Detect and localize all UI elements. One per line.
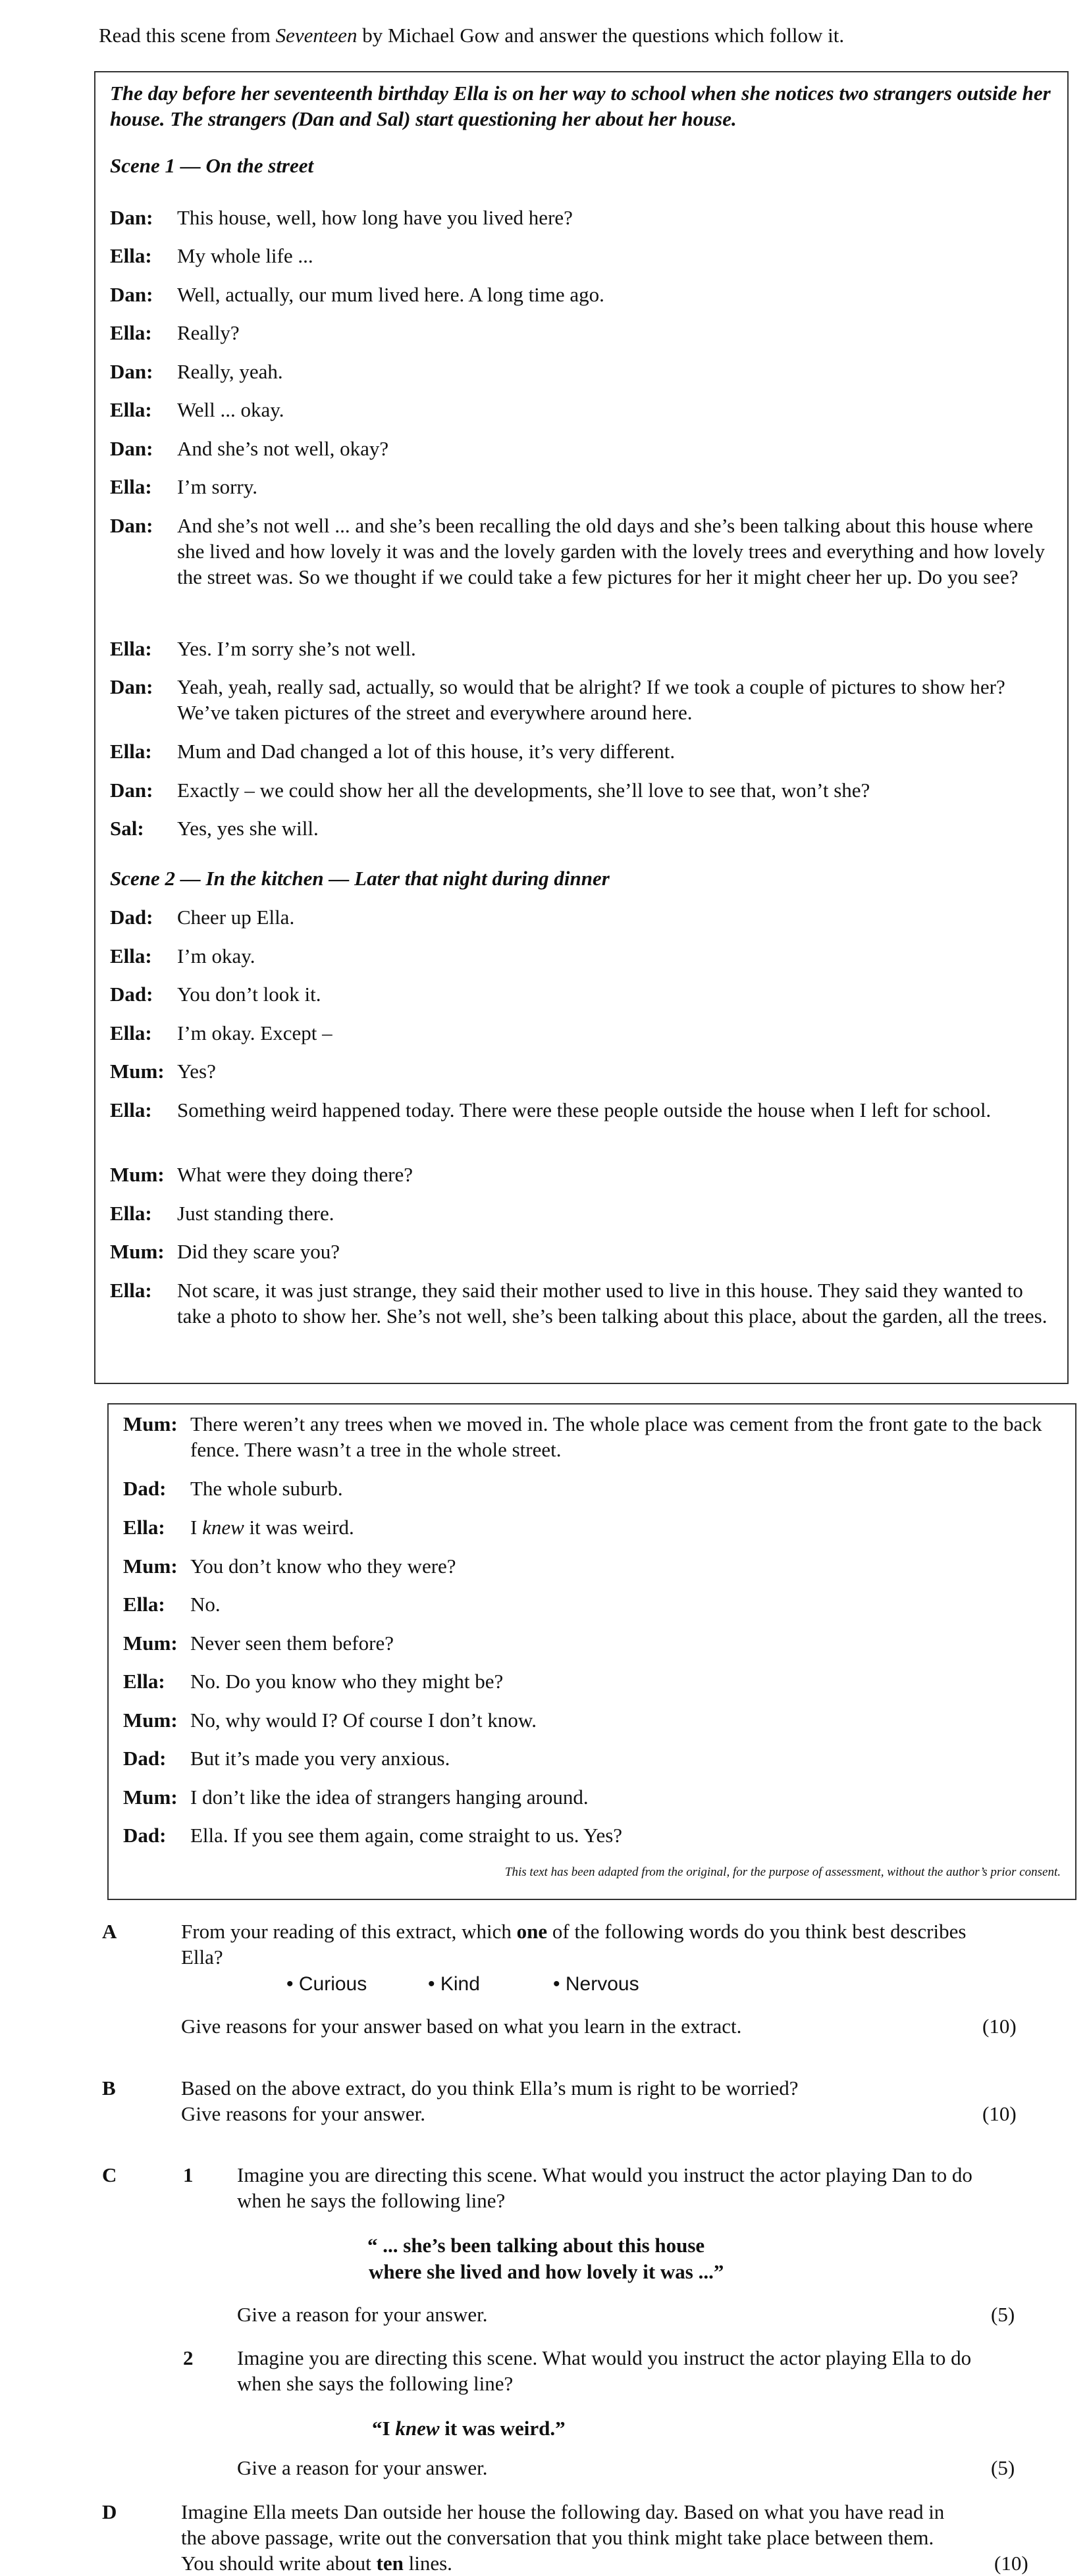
speaker: Mum: <box>123 1709 178 1732</box>
speaker: Ella: <box>123 1516 165 1539</box>
speaker: Dan: <box>110 437 153 460</box>
scene1-heading: Scene 1 — On the street <box>110 154 314 177</box>
bullet-icon: • <box>286 1973 294 1995</box>
marks: (10) <box>982 2015 1017 2038</box>
dialogue-line: My whole life ... <box>177 244 313 267</box>
speaker: Ella: <box>110 1202 152 1225</box>
speaker: Ella: <box>123 1593 165 1616</box>
subquestion-text: Imagine you are directing this scene. What would you instruct the actor playing Ella to do when she says the following line? <box>237 2346 972 2395</box>
line-emphasis: knew <box>202 1516 244 1539</box>
dialogue-line: But it’s made you very anxious. <box>190 1747 450 1770</box>
dialogue-line: Something weird happened today. There were these people outside the house when I left for school. <box>177 1098 992 1121</box>
dialogue-line: Yes, yes she will. <box>177 817 319 840</box>
speaker: Dan: <box>110 283 153 306</box>
play-title: Seventeen <box>275 24 358 47</box>
dialogue-line: I don’t like the idea of strangers hanging around. <box>190 1786 589 1809</box>
extract-box-1 <box>94 71 1069 1384</box>
speaker: Mum: <box>123 1412 178 1435</box>
option-label: Kind <box>440 1973 480 1995</box>
question-text <box>181 2499 971 2576</box>
dialogue-line: Yes? <box>177 1060 216 1083</box>
dialogue-line: Yes. I’m sorry she’s not well. <box>177 637 416 660</box>
quote-post: it was weird.” <box>439 2417 566 2440</box>
marks: (10) <box>994 2552 1028 2575</box>
option-nervous <box>553 1971 639 1997</box>
intro-prefix: Read this scene from <box>99 24 276 47</box>
question-label: C <box>102 2163 117 2186</box>
speaker: Mum: <box>123 1555 178 1578</box>
q-text-bold: one <box>516 1920 548 1943</box>
line-pre: I <box>190 1516 203 1539</box>
subquestion-reason: Give a reason for your answer. <box>237 2456 488 2479</box>
speaker: Dad: <box>123 1824 167 1847</box>
speaker: Ella: <box>110 1021 152 1044</box>
speaker: Ella: <box>110 321 152 344</box>
dialogue-line: Yeah, yeah, really sad, actually, so would that be alright? If we took a couple of pictures to show her? We’ve taken pictures of the street and everywhere around here. <box>177 675 1005 724</box>
dialogue-line: No. Do you know who they might be? <box>190 1670 504 1693</box>
intro-suffix: by Michael Gow and answer the questions which follow it. <box>357 24 845 47</box>
subquestion-text: Imagine you are directing this scene. What would you instruct the actor playing Dan to do when he says the following line? <box>237 2163 972 2212</box>
speaker: Mum: <box>123 1632 178 1655</box>
dialogue-line: No. <box>190 1593 221 1616</box>
dialogue-line: Well, actually, our mum lived here. A long time ago. <box>177 283 604 306</box>
speaker: Dad: <box>110 983 153 1006</box>
dialogue-line: The whole suburb. <box>190 1477 343 1500</box>
subquestion-number: 2 <box>183 2346 194 2369</box>
dialogue-line: You don’t know who they were? <box>190 1555 456 1578</box>
dialogue-line: You don’t look it. <box>177 983 321 1006</box>
question-text: Based on the above extract, do you think Ella’s mum is right to be worried? <box>181 2076 799 2099</box>
dialogue-line: Did they scare you? <box>177 1240 340 1263</box>
q-text-pre: Imagine Ella meets Dan outside her house the following day. Based on what you have read in the above passage, write out the conversation that you think might take place between them. You should write about <box>181 2500 945 2575</box>
speaker: Dad: <box>110 906 153 929</box>
question-text <box>181 1919 971 1970</box>
quote-emphasis: knew <box>395 2417 440 2440</box>
dialogue-line: Exactly – we could show her all the developments, she’ll love to see that, won’t she? <box>177 779 870 802</box>
extract-box-2 <box>107 1403 1076 1900</box>
quoted-line <box>372 2415 566 2442</box>
option-kind <box>428 1971 480 1997</box>
question-label: D <box>102 2500 117 2523</box>
speaker: Dad: <box>123 1747 167 1770</box>
speaker: Dan: <box>110 514 153 537</box>
speaker: Ella: <box>110 244 152 267</box>
dialogue-line: What were they doing there? <box>177 1163 413 1186</box>
marks: (5) <box>991 2303 1015 2326</box>
q-text-post: of the following words do you think best describes Ella? <box>181 1920 967 1969</box>
dialogue-line: Really, yeah. <box>177 360 283 383</box>
speaker: Ella: <box>110 740 152 763</box>
speaker: Dan: <box>110 360 153 383</box>
dialogue-line: I’m sorry. <box>177 475 257 498</box>
speaker: Ella: <box>110 398 152 421</box>
dialogue-line: And she’s not well, okay? <box>177 437 389 460</box>
speaker: Mum: <box>110 1060 165 1083</box>
dialogue-line: And she’s not well ... and she’s been recalling the old days and she’s been talking about this house where she lived and how lovely it was and the lovely garden with the lovely trees and everything and how lovely the street was. So we thought if we could take a few pictures for her it might cheer her up. Do you see? <box>177 514 1046 588</box>
quoted-line-1: “ ... she’s been talking about this house <box>367 2234 705 2257</box>
speaker: Dan: <box>110 206 153 229</box>
scene2-heading: Scene 2 — In the kitchen — Later that night during dinner <box>110 867 610 890</box>
bullet-icon: • <box>553 1973 560 1995</box>
dialogue-line: No, why would I? Of course I don’t know. <box>190 1709 537 1732</box>
question-reason: Give reasons for your answer based on what you learn in the extract. <box>181 2015 742 2038</box>
q-text-pre: From your reading of this extract, which <box>181 1920 517 1943</box>
dialogue-line: Just standing there. <box>177 1202 334 1225</box>
question-text-2: Give reasons for your answer. <box>181 2102 426 2125</box>
speaker: Dan: <box>110 779 153 802</box>
speaker: Dad: <box>123 1477 167 1500</box>
speaker: Mum: <box>110 1240 165 1263</box>
q-text-post: lines. <box>403 2552 452 2575</box>
dialogue-line: Not scare, it was just strange, they said their mother used to live in this house. They said they wanted to take a photo to show her. She’s not well, she’s been talking about this place, about the garden, all the trees. <box>177 1279 1048 1327</box>
speaker: Dan: <box>110 675 153 698</box>
dialogue-line: Mum and Dad changed a lot of this house, it’s very different. <box>177 740 676 763</box>
dialogue-line: Cheer up Ella. <box>177 906 295 929</box>
subquestion-number: 1 <box>183 2163 194 2186</box>
marks: (5) <box>991 2456 1015 2479</box>
scene-summary: The day before her seventeenth birthday Ella is on her way to school when she notices two strangers outside her house. The strangers (Dan and Sal) start questioning her about her house. <box>110 82 1051 130</box>
dialogue-line: There weren’t any trees when we moved in. The whole place was cement from the front gate to the back fence. There wasn’t a tree in the whole street. <box>190 1412 1042 1461</box>
speaker: Ella: <box>110 637 152 660</box>
marks: (10) <box>982 2102 1017 2125</box>
option-label: Nervous <box>565 1973 639 1995</box>
dialogue-line: This house, well, how long have you lived here? <box>177 206 573 229</box>
speaker: Ella: <box>110 1279 152 1302</box>
question-label: A <box>102 1920 117 1943</box>
dialogue-line: I’m okay. <box>177 944 255 967</box>
dialogue-line: I’m okay. Except – <box>177 1021 332 1044</box>
speaker: Mum: <box>110 1163 165 1186</box>
dialogue-line: Ella. If you see them again, come straight to us. Yes? <box>190 1824 623 1847</box>
dialogue-line: Never seen them before? <box>190 1632 394 1655</box>
subquestion-reason: Give a reason for your answer. <box>237 2303 488 2326</box>
bullet-icon: • <box>428 1973 435 1995</box>
dialogue-line: Well ... okay. <box>177 398 284 421</box>
question-label: B <box>102 2076 116 2099</box>
speaker: Ella: <box>110 1098 152 1121</box>
dialogue-line <box>190 1514 1066 1540</box>
q-text-bold: ten <box>376 2552 404 2575</box>
line-post: it was weird. <box>244 1516 354 1539</box>
speaker: Ella: <box>110 475 152 498</box>
speaker: Sal: <box>110 817 144 840</box>
option-curious <box>286 1971 367 1997</box>
quoted-line-2: where she lived and how lovely it was ...” <box>369 2260 724 2283</box>
speaker: Ella: <box>123 1670 165 1693</box>
option-label: Curious <box>298 1973 367 1995</box>
adaptation-credit: This text has been adapted from the original, for the purpose of assessment, without the author’s prior consent. <box>504 1865 1061 1879</box>
intro-line <box>99 22 1021 48</box>
speaker: Ella: <box>110 944 152 967</box>
quote-pre: “I <box>372 2417 396 2440</box>
speaker: Mum: <box>123 1786 178 1809</box>
dialogue-line: Really? <box>177 321 240 344</box>
